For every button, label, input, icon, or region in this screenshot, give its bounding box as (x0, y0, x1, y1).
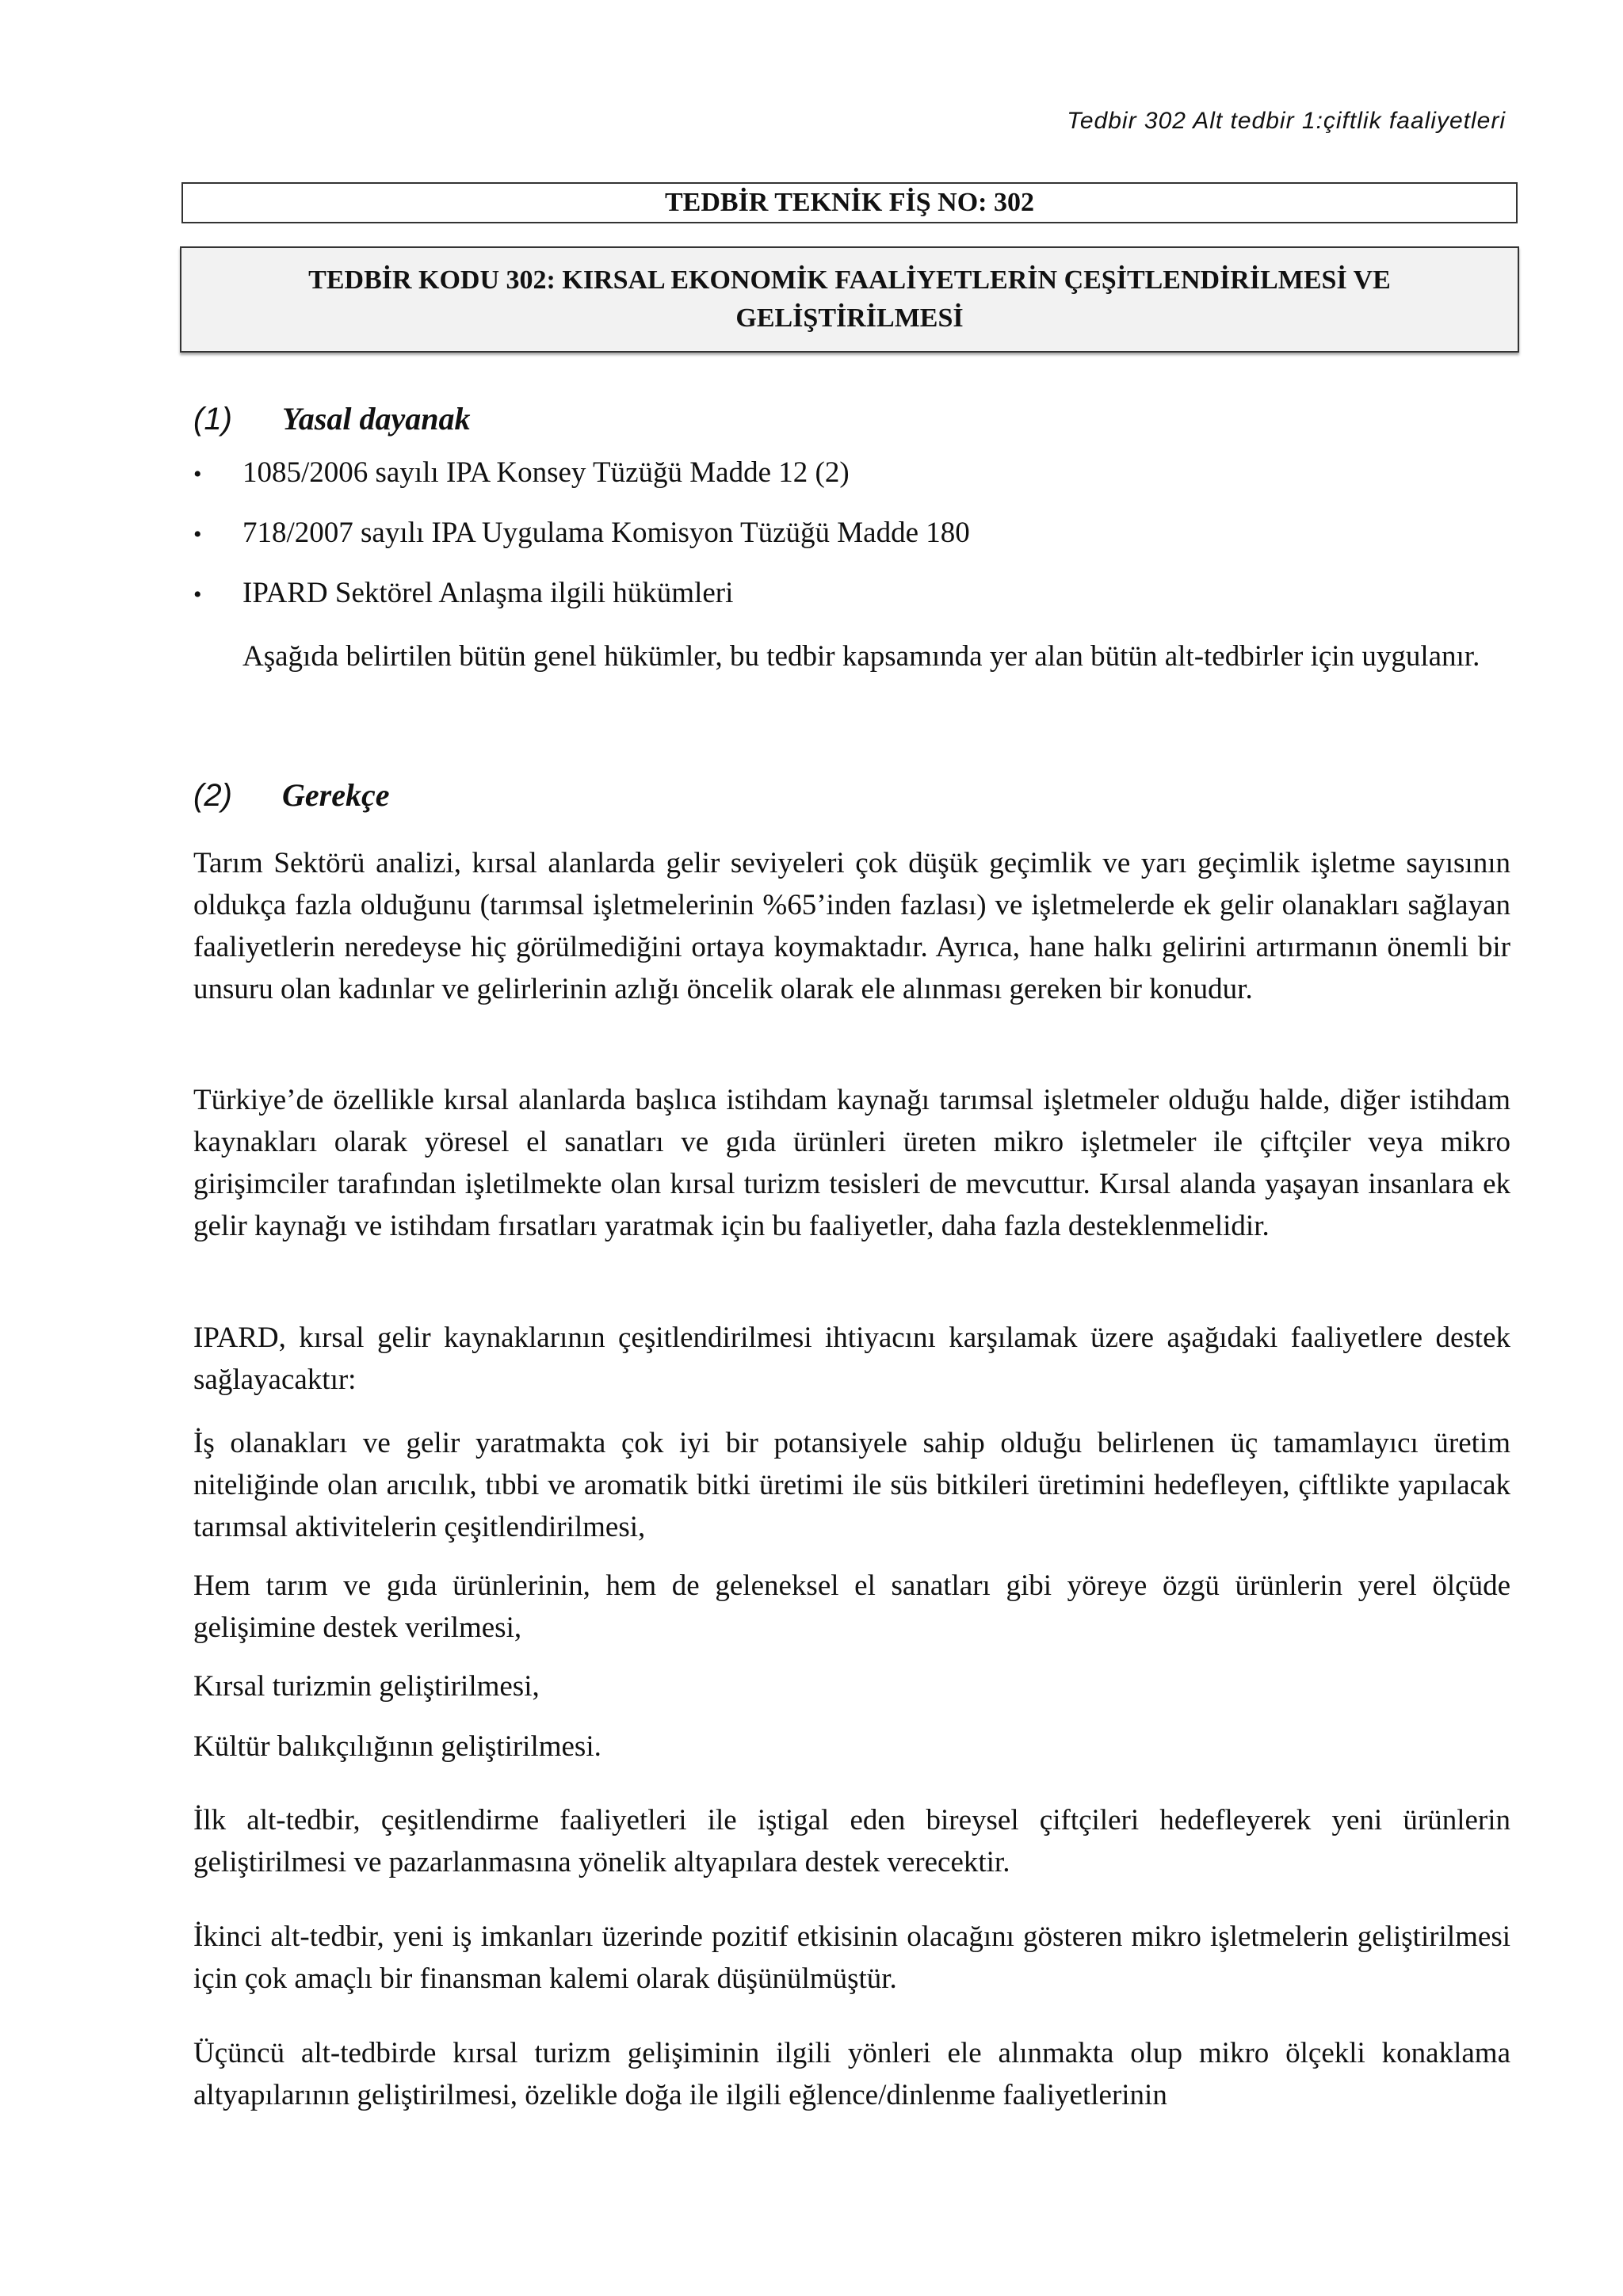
legal-basis-list (193, 456, 1509, 636)
measure-title: TEDBİR TEKNİK FİŞ NO: 302 (664, 188, 1035, 217)
paragraph: İlk alt-tedbir, çeşitlendirme faaliyetleri ile iştigal eden bireysel çiftçileri hedefleyerek yeni ürünlerin geliştirilmesi ve pazarlanmasına yönelik altyapılara destek verecektir. (193, 1804, 1510, 1878)
section-1-heading (193, 400, 470, 437)
section-2-heading (193, 776, 389, 814)
list-item (193, 516, 1509, 576)
list-item (193, 456, 1509, 516)
bullet-icon: • (193, 461, 202, 487)
bullet-icon: • (193, 582, 202, 608)
paragraph: Hem tarım ve gıda ürünlerinin, hem de geleneksel el sanatları gibi yöreye özgü ürünlerin yerel ölçüde gelişimine destek verilmesi, (193, 1569, 1510, 1644)
section-1-title: Yasal dayanak (282, 401, 471, 437)
measure-code-line1: TEDBİR KODU 302: KIRSAL EKONOMİK FAALİYETLERİN ÇEŞİTLENDİRİLMESİ VE (308, 265, 1391, 295)
measure-code-line2: GELİŞTİRİLMESİ (735, 303, 964, 333)
bullet-icon: • (193, 521, 202, 547)
measure-title-box (181, 182, 1518, 223)
paragraph: Türkiye’de özellikle kırsal alanlarda başlıca istihdam kaynağı tarımsal işletmeler olduğu halde, diğer istihdam kaynakları olarak yöresel el sanatları ve gıda ürünleri üreten mikro işletmeler ile çiftçiler veya mikro girişimciler tarafından işletilmekte olan kırsal turizm tesisleri de mevcuttur. Kırsal alanda yaşayan insanlara ek gelir kaynağı ve istihdam fırsatları yaratmak için bu faaliyetler, daha fazla desteklenmelidir. (193, 1084, 1510, 1242)
paragraph: İkinci alt-tedbir, yeni iş imkanları üzerinde pozitif etkisinin olacağını gösteren mikro işletmelerin geliştirilmesi için çok amaçlı bir finansman kalemi olarak düşünülmüştür. (193, 1920, 1510, 1995)
paragraph: Kültür balıkçılığının geliştirilmesi. (193, 1730, 601, 1763)
section-1-note: Aşağıda belirtilen bütün genel hükümler, bu tedbir kapsamında yer alan bütün alt-tedbirler için uygulanır. (242, 640, 1480, 673)
list-item (193, 576, 1509, 636)
paragraph: Kırsal turizmin geliştirilmesi, (193, 1670, 540, 1703)
section-2-number: (2) (193, 778, 232, 813)
paragraph: İş olanakları ve gelir yaratmakta çok iyi bir potansiyele sahip olduğu belirlenen üç tamamlayıcı üretim niteliğinde olan arıcılık, tıbbi ve aromatik bitki üretimi ile süs bitkileri üretimini hedefleyen, çiftlikte yapılacak tarımsal aktivitelerin çeşitlendirilmesi, (193, 1427, 1510, 1543)
list-item-text: 718/2007 sayılı IPA Uygulama Komisyon Tüzüğü Madde 180 (242, 517, 970, 549)
section-2-title: Gerekçe (282, 777, 390, 813)
running-header: Tedbir 302 Alt tedbir 1:çiftlik faaliyetleri (1067, 108, 1506, 134)
paragraph: IPARD, kırsal gelir kaynaklarının çeşitlendirilmesi ihtiyacını karşılamak üzere aşağıdaki faaliyetlere destek sağlayacaktır: (193, 1322, 1510, 1396)
paragraph: Tarım Sektörü analizi, kırsal alanlarda gelir seviyeleri çok düşük geçimlik ve yarı geçimlik işletme sayısının oldukça fazla olduğunu (tarımsal işletmelerinin %65’inden fazlası) ve işletmelerde ek gelir olanakları sağlayan faaliyetlerin neredeyse hiç görülmediğini ortaya koymaktadır. Ayrıca, hane halkı gelirini artırmanın önemli bir unsuru olan kadınlar ve gelirlerinin azlığı öncelik olarak ele alınması gereken bir konudur. (193, 847, 1510, 1005)
list-item-text: 1085/2006 sayılı IPA Konsey Tüzüğü Madde 12 (2) (242, 456, 850, 489)
section-1-number: (1) (193, 402, 232, 437)
list-item-text: IPARD Sektörel Anlaşma ilgili hükümleri (242, 577, 734, 609)
paragraph: Üçüncü alt-tedbirde kırsal turizm gelişiminin ilgili yönleri ele alınmakta olup mikro ölçekli konaklama altyapılarının geliştirilmesi, özelikle doğa ile ilgili eğlence/dinlenme faaliyetlerinin (193, 2037, 1510, 2111)
measure-code-box (180, 246, 1519, 353)
